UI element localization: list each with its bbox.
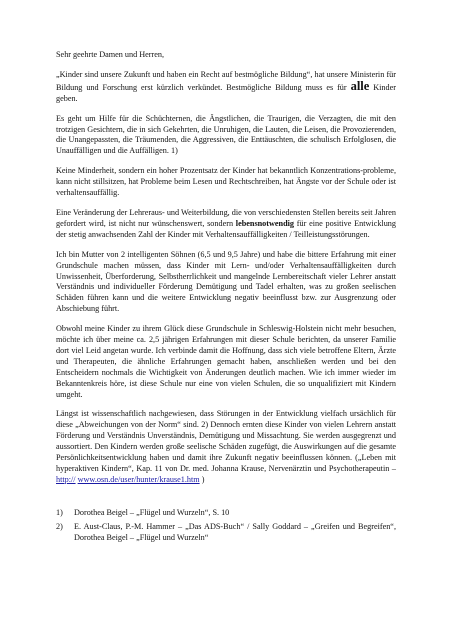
footnote-number: 2) xyxy=(56,521,63,531)
footnote-text: Dorothea Beigel – „Flügel und Wurzeln“, S. 10 xyxy=(74,507,230,517)
paragraph-3: Keine Minderheit, sondern ein hoher Prozentsatz der Kinder hat bekanntlich Konzentrations-probleme, kann nicht stillsitzen, hat Probleme beim Lesen und Rechtschreiben, hat Ängste vor der Schule oder ist verhaltensauffällig. xyxy=(56,166,396,198)
footnotes xyxy=(56,508,396,544)
paragraph-1-text-a: „Kinder sind unsere Zukunft und haben ein Recht auf bestmögliche Bildung“, hat unsere Ministerin für Bildung und Forschung erst kürzlich verkündet. Bestmögliche Bildung muss es für xyxy=(56,69,396,92)
paragraph-2: Es geht um Hilfe für die Schüchternen, die Ängstlichen, die Traurigen, die Verzagten, die mit den trotzigen Gesichtern, die in sich Gekehrten, die Unruhigen, die Lauten, die Leisen, die Provozierenden, die Unangepassten, die Träumenden, die Aggressiven, die Enttäuschten, die schulisch Erfolglosen, die Unauffälligen und die Auffälligen. 1) xyxy=(56,113,396,156)
emphasis-lebensnotwendig: lebensnotwendig xyxy=(235,218,295,228)
paragraph-7 xyxy=(56,409,396,485)
emphasis-alle: alle xyxy=(350,78,370,93)
source-link-part-1[interactable]: http:// xyxy=(56,474,76,484)
paragraph-4-text-a: Eine Veränderung der Lehreraus- und Weiterbildung, die von verschiedensten Stellen bereits seit Jahren gefordert wird, ist nicht nur wünschenswert, sondern xyxy=(56,207,396,228)
footnote-1 xyxy=(56,508,396,519)
paragraph-4 xyxy=(56,208,396,241)
source-link-part-2[interactable]: www.osn.de/user/hunter/krause1.htm xyxy=(77,474,200,484)
paragraph-5: Ich bin Mutter von 2 intelligenten Söhnen (6,5 und 9,5 Jahre) und habe die bittere Erfahrung mit einer Grundschule machen müssen, dass Kinder mit Lern- und/oder Verhaltensauffälligkeiten durch Unwissenheit, Überforderung, Selbstherrlichkeit und mangelnde Lernbereitschaft vieler Lehrer anstatt Verständnis und individueller Förderung Demütigung und Tadel erhalten, was zu großen seelischen Schäden führen kann und die weitere Entwicklung negativ beeinflusst bzw. zur Ausgrenzung oder Abschiebung führt. xyxy=(56,249,396,314)
footnote-number: 1) xyxy=(56,507,63,517)
paragraph-4-text-b: für eine positive Entwicklung der stetig anwachsenden Zahl der Kinder mit Verhaltensauffälligkeiten / Teilleistungsstörungen. xyxy=(56,218,396,239)
footnote-text: E. Aust-Claus, P.-M. Hammer – „Das ADS-Buch“ / Sally Goddard – „Greifen und Begreifen“, Dorothea Beigel – „Flügel und Wurzeln“ xyxy=(74,521,396,542)
paragraph-1-text-b: Kinder geben. xyxy=(56,82,396,103)
paragraph-7-text-a: Längst ist wissenschaftlich nachgewiesen, dass Störungen in der Entwicklung vielfach ursächlich für diese „Abweichungen von der Norm“ sind. 2) Dennoch ernten diese Kinder von vielen Lehrern anstatt Förderung und Verständnis Unverständnis, Demütigung und Missachtung. Sie werden ausgegrenzt und aussortiert. Den Kindern werden große seelische Schäden zugefügt, die Auswirkungen auf die gesamte Persönlichkeitsentwicklung haben und damit ihre Zukunft negativ beeinflussen können. („Leben mit hyperaktiven Kindern“, Kap. 11 von Dr. med. Johanna Krause, Nervenärztin und Psychotherapeutin – xyxy=(56,409,396,473)
paragraph-1 xyxy=(56,70,396,105)
paragraph-6: Obwohl meine Kinder zu ihrem Glück diese Grundschule in Schleswig-Holstein nicht mehr besuchen, möchte ich über meine ca. 2,5 jährigen Erfahrungen mit dieser Schule berichten, da unserer Familie dort viel Leid angetan wurde. Ich verbinde damit die Hoffnung, dass sich viele betroffene Eltern, Ärzte und Therapeuten, die ähnliche Erfahrungen gemacht haben, anschließen werden und bei den Entscheidern nochmals die Wichtigkeit von Änderungen deutlich machen. Wie ich immer wieder im Bekanntenkreis höre, ist diese Schule nur eine von vielen Schulen, die so unqualifiziert mit Kindern umgeht. xyxy=(56,324,396,399)
paragraph-7-text-b: ) xyxy=(199,474,205,484)
salutation: Sehr geehrte Damen und Herren, xyxy=(56,50,164,59)
footnote-2 xyxy=(56,522,396,544)
